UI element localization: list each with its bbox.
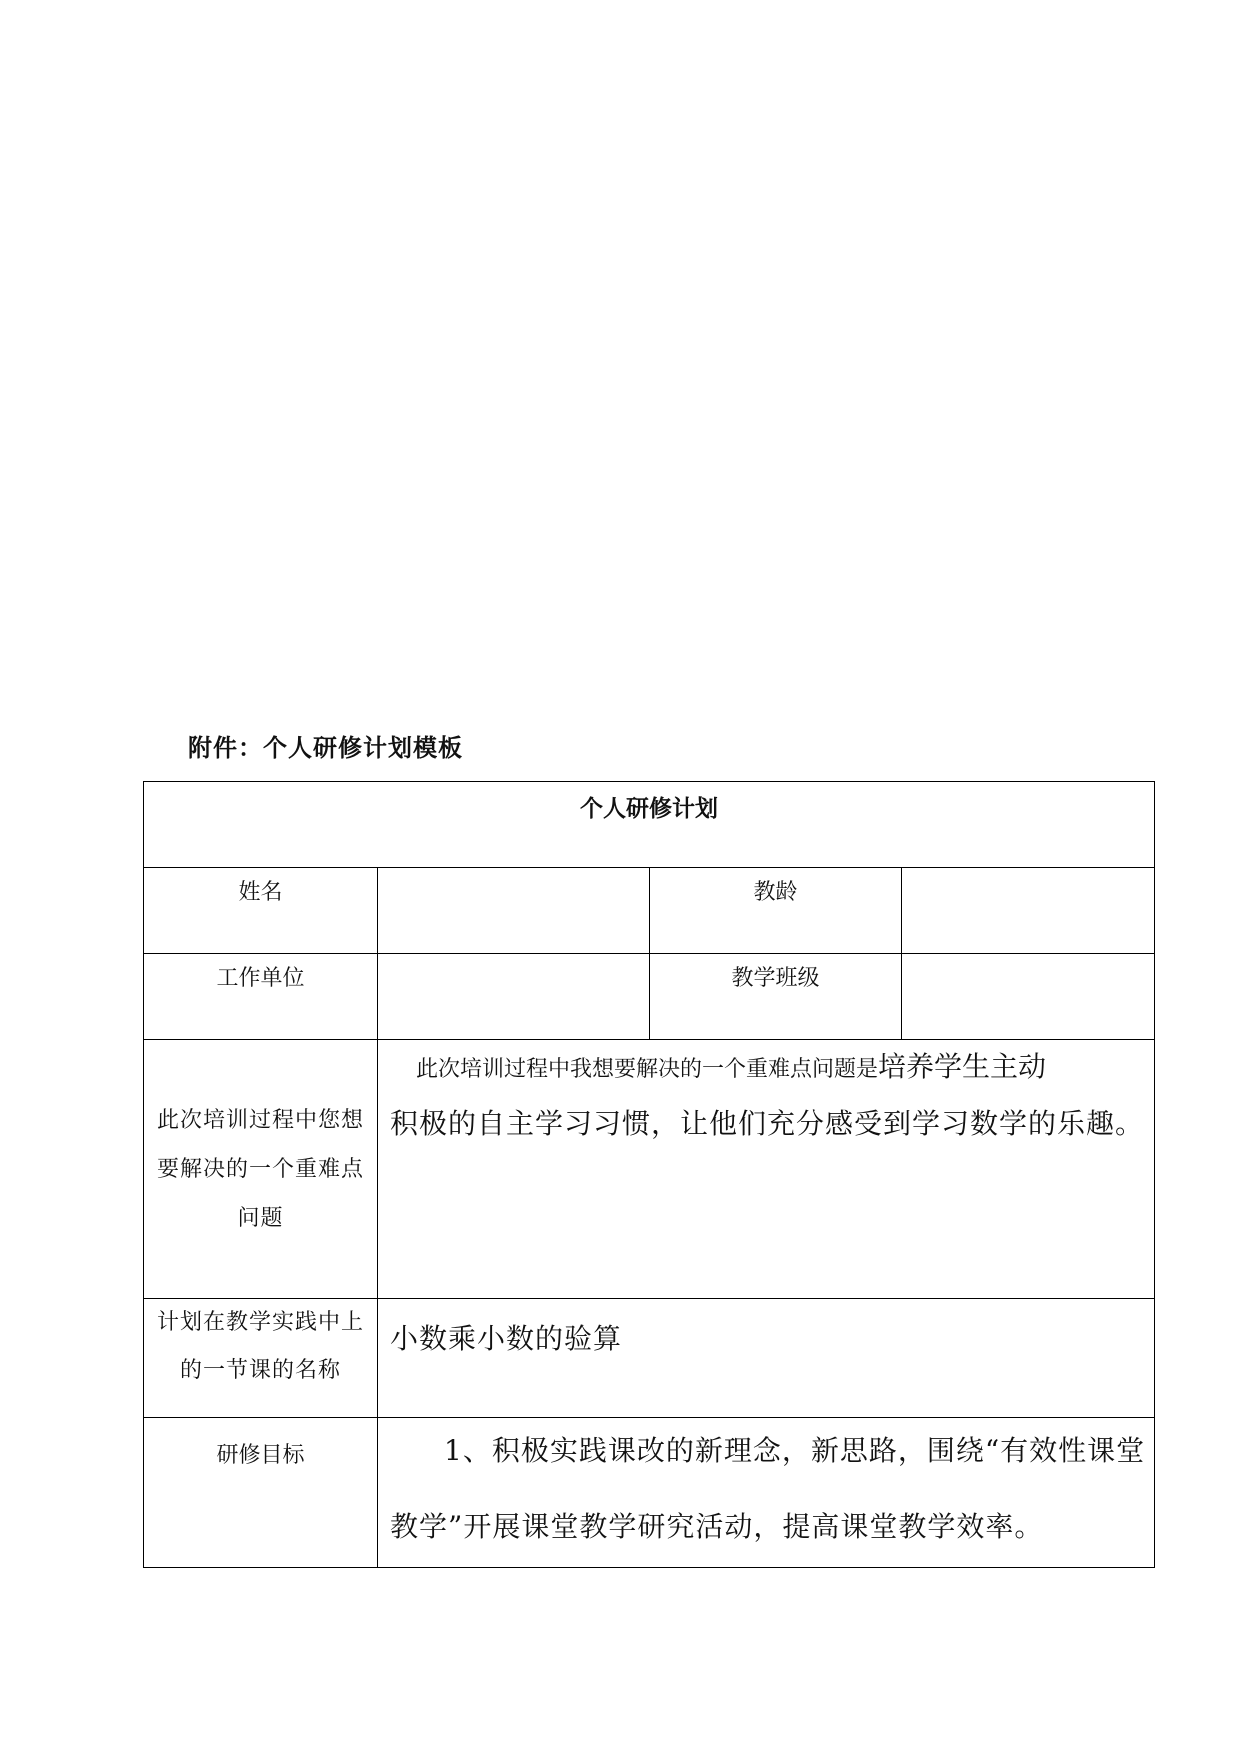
key-problem-line-1 [390, 1042, 1148, 1092]
lesson-label: 计划在教学实践中上的一节课的名称 [144, 1299, 378, 1418]
key-problem-label: 此次培训过程中您想要解决的一个重难点问题 [144, 1040, 378, 1299]
study-plan-table [143, 781, 1155, 1568]
table-title: 个人研修计划 [144, 782, 1155, 868]
key-problem-tail: 培养学生主动 [878, 1050, 1047, 1083]
work-unit-label: 工作单位 [144, 954, 378, 1040]
table-row [144, 868, 1155, 954]
goal-line-1: 1、积极实践课改的新理念，新思路，围绕“有效性课堂 [444, 1434, 1146, 1467]
name-value-cell [378, 868, 650, 954]
table-row [144, 1299, 1155, 1418]
teaching-years-value-cell [902, 868, 1155, 954]
key-problem-content [378, 1040, 1155, 1299]
table-row [144, 1418, 1155, 1568]
work-unit-value-cell [378, 954, 650, 1040]
goal-label: 研修目标 [144, 1418, 378, 1568]
teaching-years-label: 教龄 [650, 868, 902, 954]
goal-content [378, 1418, 1155, 1568]
name-label: 姓名 [144, 868, 378, 954]
key-problem-line-2: 积极的自主学习习惯，让他们充分感受到学习数学的乐趣。 [390, 1107, 1145, 1140]
teaching-class-label: 教学班级 [650, 954, 902, 1040]
table-row [144, 954, 1155, 1040]
lesson-value: 小数乘小数的验算 [378, 1299, 1155, 1418]
table-title-row [144, 782, 1155, 868]
key-problem-prefix: 此次培训过程中我想要解决的一个重难点问题是 [416, 1057, 879, 1082]
table-row [144, 1040, 1155, 1299]
attachment-title: 附件：个人研修计划模板 [188, 733, 463, 762]
teaching-class-value-cell [902, 954, 1155, 1040]
goal-line-2: 教学”开展课堂教学研究活动，提高课堂教学效率。 [390, 1510, 1044, 1543]
